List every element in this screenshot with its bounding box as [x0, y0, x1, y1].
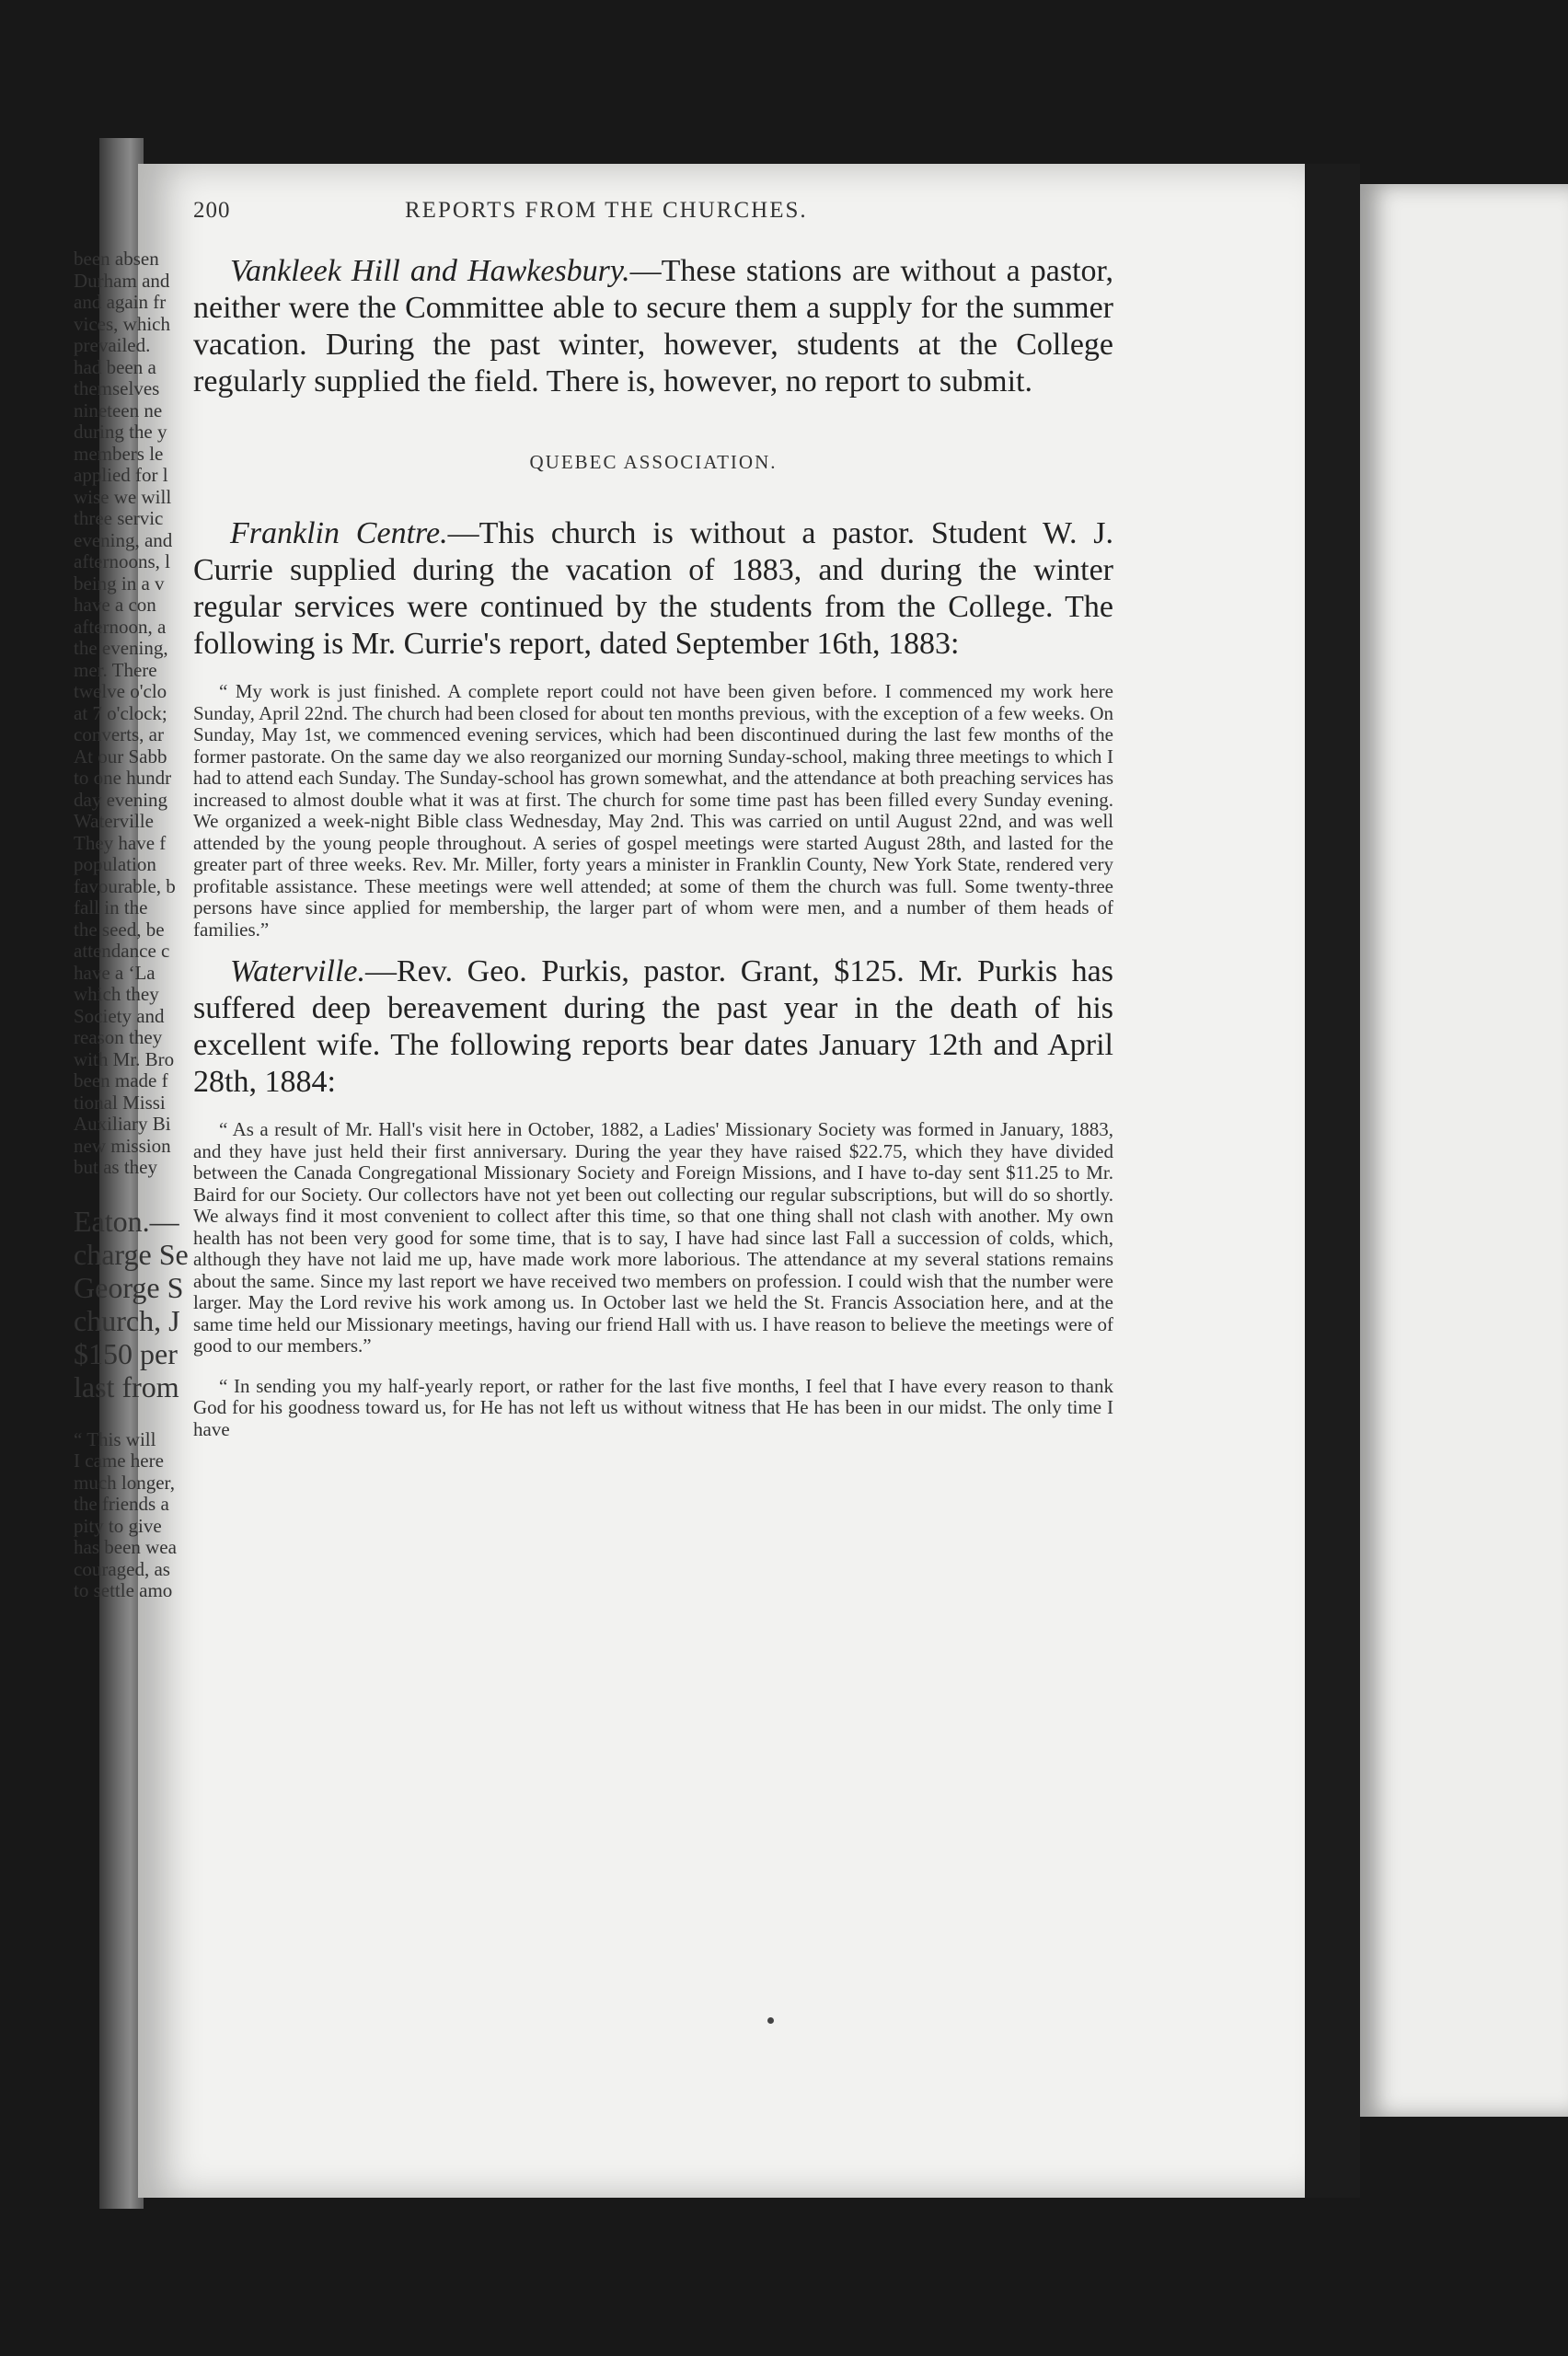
right-page-line: reason they — [74, 1026, 163, 1048]
right-page-line: prevailed. — [74, 334, 151, 356]
right-page-lines-bottom — [74, 1429, 258, 1602]
right-page-line: Eaton.— — [74, 1204, 179, 1238]
right-page-line: applied for l — [74, 464, 168, 486]
right-page-line: Society and — [74, 1004, 165, 1027]
franklin-paragraph — [193, 515, 1113, 663]
right-page-line: Waterville — [74, 810, 154, 832]
franklin-quote: “ My work is just finished. A complete report could not have been given before. I commenced my work here Sunday, April 22nd. The church had been closed for about ten months previous, with the exception of a few weeks. On Sunday, May 1st, we commenced evening services, which had been discontinued during the last few months of the former pastorate. On the same day we also reorganized our morning Sunday-school, making three meetings to which I had to attend each Sunday. The Sunday-school has grown somewhat, and the attendance at both preaching services has increased to almost double what it was at first. The church for some time past has been filled every Sunday evening. We organized a week-night Bible class Wednesday, May 2nd. This was carried on until August 22nd, and was well attended by the young people throughout. A series of gospel meetings were started August 28th, and lasted for the greater part of three weeks. Rev. Mr. Miller, forty years a minister in Franklin County, New York State, rendered very profitable assistance. These meetings were well attended; at some of them the church was full. Some twenty-three persons have since applied for membership, the larger part of whom were men, and a number of them heads of families.” — [193, 680, 1113, 941]
right-page-line: been absen — [74, 248, 159, 270]
vankleek-title: Vankleek Hill and Hawkesbury. — [230, 254, 630, 288]
right-page-line: the seed, be — [74, 918, 165, 941]
right-page-line: Durham and — [74, 269, 170, 292]
right-page-line: the friends a — [74, 1493, 169, 1515]
printer-mark — [767, 2017, 774, 2024]
right-page-line: at 7 o'clock; — [74, 701, 167, 724]
waterville-quote-1: “ As a result of Mr. Hall's visit here in October, 1882, a Ladies' Missionary Society was formed in January, 1883, and they have just held their first anniversary. During the year they have raised $22.75, which they have divided between the Canada Congregational Missionary Society and Foreign Missions, and I have to-day sent $11.25 to Mr. Baird for our Society. Our collectors have not yet been out collecting our regular subscriptions, but will do so shortly. We always find it most convenient to collect after this time, so that one thing shall not clash with another. My own health has not been very good for some time, that is to say, I have had since last Fall a succession of colds, which, although they have not laid me up, have made work more laborious. The attendance at my several stations remains about the same. Since my last report we have received two members on profession. I could wish that the number were larger. May the Lord revive his work among us. In October last we held the St. Francis Association here, and at the same time held our Missionary meetings, having our friend Hall with us. I have reason to believe the meetings were of good to our members.” — [193, 1118, 1113, 1357]
right-page-line: have a con — [74, 594, 156, 616]
right-page-line: the evening, — [74, 637, 168, 659]
right-page-line: evening, and — [74, 528, 173, 551]
right-page-line: They have f — [74, 831, 167, 854]
right-page-line: themselves — [74, 377, 160, 399]
right-page-line: church, J — [74, 1303, 180, 1337]
right-page-line: tional Missi — [74, 1091, 166, 1114]
left-page-content — [193, 198, 1113, 1453]
right-page-line: attendance c — [74, 940, 170, 962]
right-page-line: I came here — [74, 1449, 164, 1472]
right-page-lines-top — [74, 248, 258, 1179]
franklin-title: Franklin Centre. — [230, 516, 448, 550]
right-page-line: three servic — [74, 507, 164, 529]
right-page-line: twelve o'clo — [74, 680, 167, 702]
franklin-text: —This church is without a pastor. Student W. J. Currie supplied during the vacation of 1883, and during the winter regular services were continued by the students from the College. The following is Mr. Currie's report, dated September 16th, 1883: — [193, 516, 1113, 661]
right-page-line: members le — [74, 442, 164, 465]
right-page-line: afternoons, l — [74, 550, 170, 572]
right-page-line: to one hundr — [74, 767, 172, 789]
right-page-line: with Mr. Bro — [74, 1047, 175, 1070]
right-page-line: population — [74, 853, 156, 875]
page-number: 200 — [193, 198, 231, 223]
right-page-line: vices, which — [74, 312, 170, 335]
right-page-line: couraged, as — [74, 1557, 170, 1580]
right-page-line: At our Sabb — [74, 745, 167, 768]
right-page-line: charge Se — [74, 1237, 189, 1271]
right-page-line: Auxiliary Bi — [74, 1113, 171, 1135]
right-page-line: had been a — [74, 355, 156, 378]
right-page-line: afternoon, a — [74, 615, 167, 638]
right-page-line: nineteen ne — [74, 398, 163, 422]
right-page-line: George S — [74, 1270, 184, 1304]
right-page-line: which they — [74, 983, 159, 1005]
waterville-text: —Rev. Geo. Purkis, pastor. Grant, $125. Mr. Purkis has suffered deep bereavement during the past year in the death of his excellent wife. The following reports bear dates January 12th and April 28th, 1884: — [193, 954, 1113, 1099]
page-gutter — [1305, 164, 1360, 2198]
running-head-title: REPORTS FROM THE CHURCHES. — [405, 198, 808, 223]
right-page-line: to settle amo — [74, 1579, 173, 1601]
right-page-line: $150 per — [74, 1336, 178, 1370]
right-page-line: have a ‘La — [74, 961, 156, 984]
right-page-content — [74, 248, 258, 1602]
right-page-line: during the y — [74, 421, 167, 443]
right-page — [1360, 184, 1568, 2117]
right-page-line: pity to give — [74, 1514, 162, 1537]
vankleek-paragraph — [193, 253, 1113, 400]
section-heading: QUEBEC ASSOCIATION. — [529, 451, 778, 473]
right-page-line: day evening — [74, 788, 168, 811]
waterville-quote-2: “ In sending you my half-yearly report, or rather for the last five months, I feel that I have every reason to thank God for his goodness toward us, for He has not left us without witness that He has been in our midst. The only time I have — [193, 1374, 1113, 1440]
right-page-line: and again fr — [74, 291, 167, 313]
waterville-paragraph — [193, 953, 1113, 1101]
right-page-line: wise we will — [74, 485, 172, 508]
waterville-title: Waterville. — [230, 954, 365, 988]
right-page-line: fall in the — [74, 896, 148, 918]
right-page-eaton — [74, 1205, 258, 1403]
right-page-line: mer. There — [74, 658, 157, 681]
right-page-line: last from — [74, 1369, 179, 1403]
right-page-line: “ This will — [74, 1427, 156, 1450]
right-page-line: converts, ar — [74, 723, 164, 745]
right-page-line: has been wea — [74, 1536, 177, 1558]
right-page-line: favourable, b — [74, 874, 176, 897]
vankleek-text: —These stations are without a pastor, neither were the Committee able to secure them a supply for the summer vacation. During the past winter, however, students at the College regularly supplied the field. There is, however, no report to submit. — [193, 254, 1113, 398]
running-head — [193, 198, 1113, 253]
right-page-line: much longer, — [74, 1471, 175, 1494]
right-page-line: being in a v — [74, 572, 165, 595]
right-page-line: been made f — [74, 1069, 168, 1091]
right-page-line: new mission — [74, 1134, 171, 1157]
right-page-line: but as they — [74, 1156, 157, 1178]
